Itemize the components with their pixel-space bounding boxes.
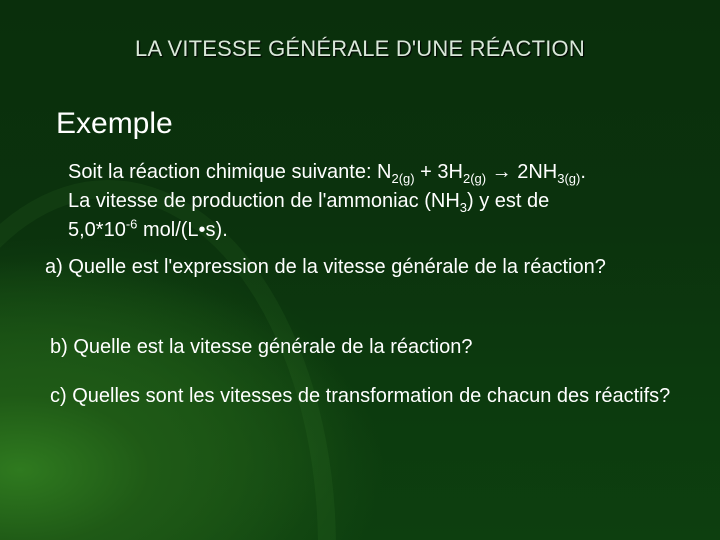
n2-state-subscript: 2(g) bbox=[391, 171, 415, 186]
rate-units: mol/(L•s). bbox=[137, 219, 228, 241]
rate-value-exponent: -6 bbox=[125, 216, 138, 232]
nh3-state-subscript: 3(g) bbox=[557, 171, 581, 186]
reaction-intro-text: Soit la réaction chimique suivante: N bbox=[68, 161, 392, 183]
plus-h2-text: + 3H bbox=[414, 161, 463, 183]
example-paragraph bbox=[68, 158, 708, 245]
rate-value-mantissa: 5,0*10 bbox=[68, 219, 126, 241]
slide-title: LA VITESSE GÉNÉRALE D'UNE RÉACTION bbox=[135, 36, 585, 61]
rate-intro-end: ) y est de bbox=[467, 190, 550, 212]
question-b: b) Quelle est la vitesse générale de la réaction? bbox=[50, 336, 473, 358]
question-a: a) Quelle est l'expression de la vitesse générale de la réaction? bbox=[45, 256, 606, 278]
h2-state-subscript: 2(g) bbox=[462, 171, 487, 186]
question-c: c) Quelles sont les vitesses de transformation de chacun des réactifs? bbox=[50, 385, 671, 407]
nh3-subscript: 3 bbox=[459, 200, 468, 215]
slide-subtitle: Exemple bbox=[56, 107, 173, 140]
reaction-end-punct: . bbox=[580, 161, 586, 183]
arrow-nh3-text: → 2NH bbox=[486, 161, 558, 183]
rate-intro-text: La vitesse de production de l'ammoniac (NH bbox=[68, 190, 460, 212]
